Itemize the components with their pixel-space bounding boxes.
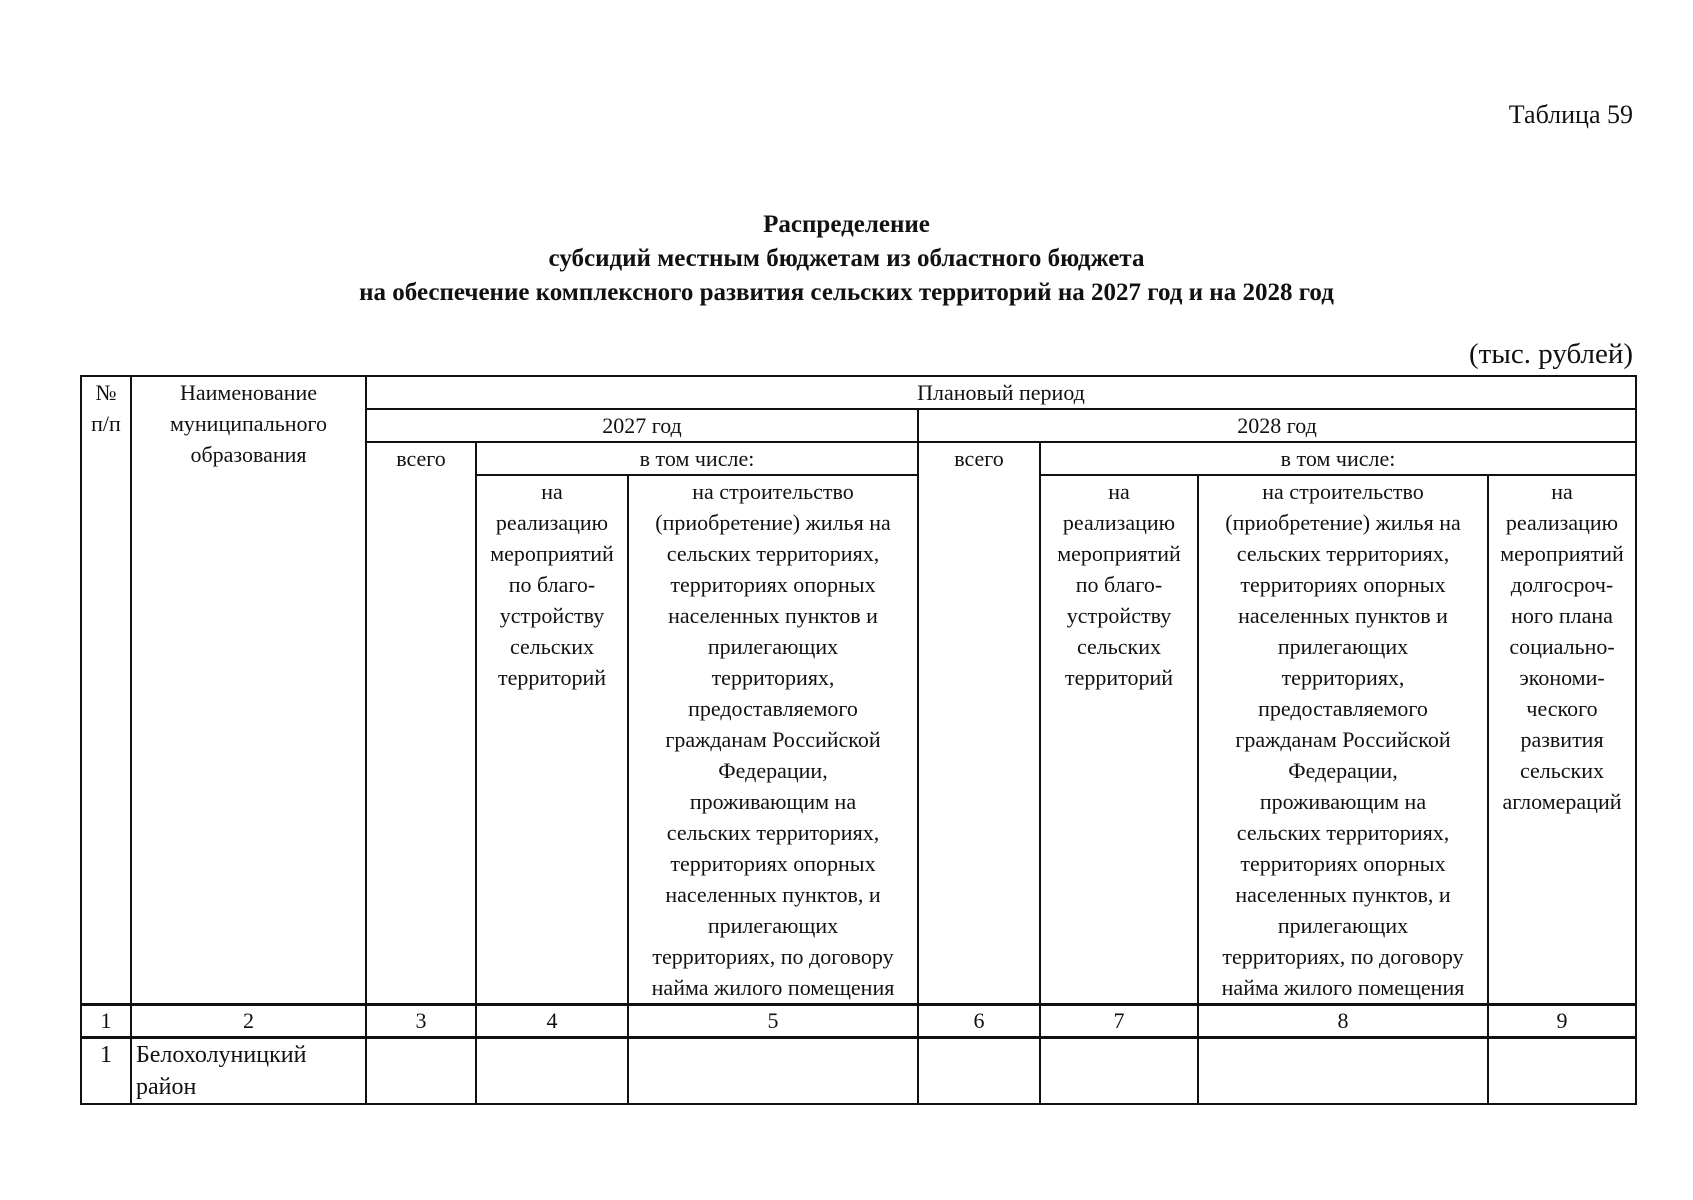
row-value (476, 1038, 628, 1105)
table-number: Таблица 59 (1508, 100, 1633, 129)
units-label: (тыс. рублей) (1469, 338, 1633, 370)
column-number: 3 (366, 1005, 476, 1038)
title-line-3: на обеспечение комплексного развития сельских территорий на 2027 год и на 2028 год (359, 279, 1334, 306)
header-housing-2027: на строительство (приобретение) жилья на сельских территориях, территориях опорных населенных пунктов и прилегающих территориях, предоставляемого гражданам Российской Федерации, проживающим на сельских территориях, территориях опорных населенных пунктов, и прилегающих территориях, по договору найма жилого помещения (628, 475, 918, 1005)
row-value (1198, 1038, 1488, 1105)
row-municipality-name: Белохолуницкий район (131, 1038, 366, 1105)
header-including-2028: в том числе: (1040, 442, 1636, 475)
column-number: 7 (1040, 1005, 1198, 1038)
column-number: 6 (918, 1005, 1040, 1038)
column-number: 9 (1488, 1005, 1636, 1038)
column-number: 2 (131, 1005, 366, 1038)
row-value (628, 1038, 918, 1105)
title-line-1: Распределение (763, 211, 930, 238)
header-total-2027: всего (366, 442, 476, 1005)
row-value (366, 1038, 476, 1105)
header-year-2027: 2027 год (366, 409, 918, 442)
header-year-2028: 2028 год (918, 409, 1636, 442)
header-agglomeration-2028: на реализацию мероприятий долгосроч- ного плана социально- экономи- ческого развития сельских агломераций (1488, 475, 1636, 1005)
row-value (1040, 1038, 1198, 1105)
header-including-2027: в том числе: (476, 442, 918, 475)
column-number: 5 (628, 1005, 918, 1038)
subsidy-table (80, 375, 1637, 1105)
row-value (918, 1038, 1040, 1105)
header-planned-period: Плановый период (366, 376, 1636, 409)
header-total-2028: всего (918, 442, 1040, 1005)
column-number: 4 (476, 1005, 628, 1038)
column-number: 1 (81, 1005, 131, 1038)
title-line-2: субсидий местным бюджетам из областного бюджета (548, 245, 1145, 272)
header-improvement-2027: на реализацию мероприятий по благо- устройству сельских территорий (476, 475, 628, 1005)
column-number: 8 (1198, 1005, 1488, 1038)
header-municipality-name: Наименование муниципального образования (131, 376, 366, 1005)
column-number-row (81, 1005, 1636, 1038)
header-housing-2028: на строительство (приобретение) жилья на сельских территориях, территориях опорных населенных пунктов и прилегающих территориях, предоставляемого гражданам Российской Федерации, проживающим на сельских территориях, территориях опорных населенных пунктов, и прилегающих территориях, по договору найма жилого помещения (1198, 475, 1488, 1005)
header-improvement-2028: на реализацию мероприятий по благо- устройству сельских территорий (1040, 475, 1198, 1005)
header-num: № п/п (81, 376, 131, 1005)
table-row (81, 1038, 1636, 1105)
row-value (1488, 1038, 1636, 1105)
document-title (0, 208, 1693, 310)
row-num: 1 (81, 1038, 131, 1105)
